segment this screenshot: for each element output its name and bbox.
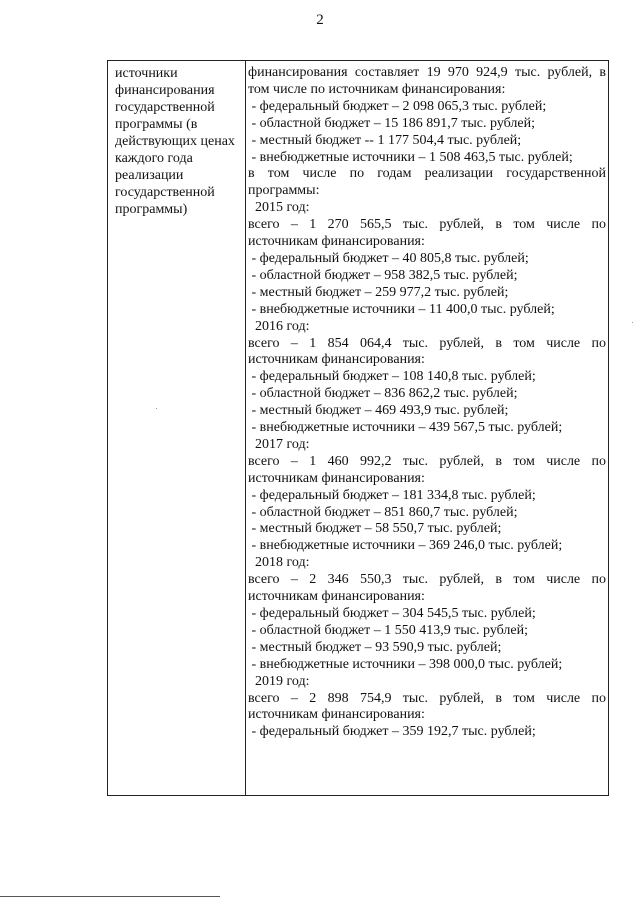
label-line: каждого года bbox=[115, 151, 193, 166]
label-line: программы) bbox=[115, 202, 188, 217]
content-line: - областной бюджет – 1 550 413,9 тыс. рублей; bbox=[248, 622, 528, 638]
content-line: 2019 год: bbox=[248, 673, 310, 689]
content-line: источникам финансирования: bbox=[248, 352, 425, 368]
label-line: государственной bbox=[115, 100, 215, 115]
content-line: - внебюджетные источники – 439 567,5 тыс. рублей; bbox=[248, 420, 563, 436]
content-line: том числе по источникам финансирования: bbox=[248, 81, 506, 97]
content-line: всего – 2 898 754,9 тыс. рублей, в том числе по bbox=[248, 690, 606, 706]
content-line: программы: bbox=[248, 183, 320, 199]
label-line: источники bbox=[115, 66, 178, 81]
label-line: государственной bbox=[115, 185, 215, 200]
content-line: - федеральный бюджет – 108 140,8 тыс. рублей; bbox=[248, 369, 536, 385]
content-line: - местный бюджет – 259 977,2 тыс. рублей; bbox=[248, 284, 509, 300]
scan-speck bbox=[632, 322, 633, 323]
content-line: источникам финансирования: bbox=[248, 470, 425, 486]
content-line: - федеральный бюджет – 359 192,7 тыс. рублей; bbox=[248, 724, 536, 740]
content-line: - внебюджетные источники – 11 400,0 тыс. рублей; bbox=[248, 301, 555, 317]
content-line: - внебюджетные источники – 398 000,0 тыс. рублей; bbox=[248, 656, 563, 672]
content-line: всего – 1 270 565,5 тыс. рублей, в том числе по bbox=[248, 217, 606, 233]
row-content-cell bbox=[248, 65, 606, 741]
label-line: действующих ценах bbox=[115, 134, 235, 149]
financing-table bbox=[107, 60, 609, 796]
content-line: - внебюджетные источники – 369 246,0 тыс. рублей; bbox=[248, 538, 563, 554]
content-line: 2017 год: bbox=[248, 436, 310, 452]
content-line: - областной бюджет – 15 186 891,7 тыс. рублей; bbox=[248, 115, 535, 131]
content-line: финансирования составляет 19 970 924,9 тыс. рублей, в bbox=[248, 65, 606, 80]
content-line: 2016 год: bbox=[248, 318, 310, 334]
content-line: источникам финансирования: bbox=[248, 234, 425, 250]
content-line: - федеральный бюджет – 40 805,8 тыс. рублей; bbox=[248, 250, 529, 266]
content-line: - областной бюджет – 958 382,5 тыс. рублей; bbox=[248, 267, 518, 283]
content-line: - областной бюджет – 836 862,2 тыс. рублей; bbox=[248, 386, 518, 402]
content-line: источникам финансирования: bbox=[248, 707, 425, 723]
content-line: - местный бюджет -- 1 177 504,4 тыс. рублей; bbox=[248, 132, 522, 148]
content-line: всего – 2 346 550,3 тыс. рублей, в том числе по bbox=[248, 572, 606, 588]
label-line: финансирования bbox=[115, 83, 215, 98]
column-divider bbox=[245, 61, 246, 795]
page-number: 2 bbox=[316, 12, 324, 28]
row-label-cell bbox=[115, 65, 243, 218]
content-line: - федеральный бюджет – 2 098 065,3 тыс. рублей; bbox=[248, 98, 547, 114]
content-line: всего – 1 460 992,2 тыс. рублей, в том числе по bbox=[248, 453, 606, 469]
content-line: - федеральный бюджет – 304 545,5 тыс. рублей; bbox=[248, 606, 536, 621]
content-line: - областной бюджет – 851 860,7 тыс. рублей; bbox=[248, 504, 518, 520]
label-line: реализации bbox=[115, 168, 184, 183]
content-line: 2018 год: bbox=[248, 555, 310, 571]
content-line: - местный бюджет – 93 590,9 тыс. рублей; bbox=[248, 639, 502, 655]
scan-speck bbox=[156, 408, 157, 409]
content-line: - местный бюджет – 58 550,7 тыс. рублей; bbox=[248, 521, 502, 537]
content-line: всего – 1 854 064,4 тыс. рублей, в том числе по bbox=[248, 335, 606, 351]
content-line: 2015 год: bbox=[248, 200, 310, 216]
label-line: программы (в bbox=[115, 117, 198, 132]
content-line: - внебюджетные источники – 1 508 463,5 тыс. рублей; bbox=[248, 149, 573, 165]
content-line: в том числе по годам реализации государственной bbox=[248, 166, 606, 182]
footer-rule bbox=[0, 896, 220, 897]
content-line: - федеральный бюджет – 181 334,8 тыс. рублей; bbox=[248, 487, 536, 503]
content-line: - местный бюджет – 469 493,9 тыс. рублей; bbox=[248, 403, 509, 419]
content-line: источникам финансирования: bbox=[248, 589, 425, 605]
